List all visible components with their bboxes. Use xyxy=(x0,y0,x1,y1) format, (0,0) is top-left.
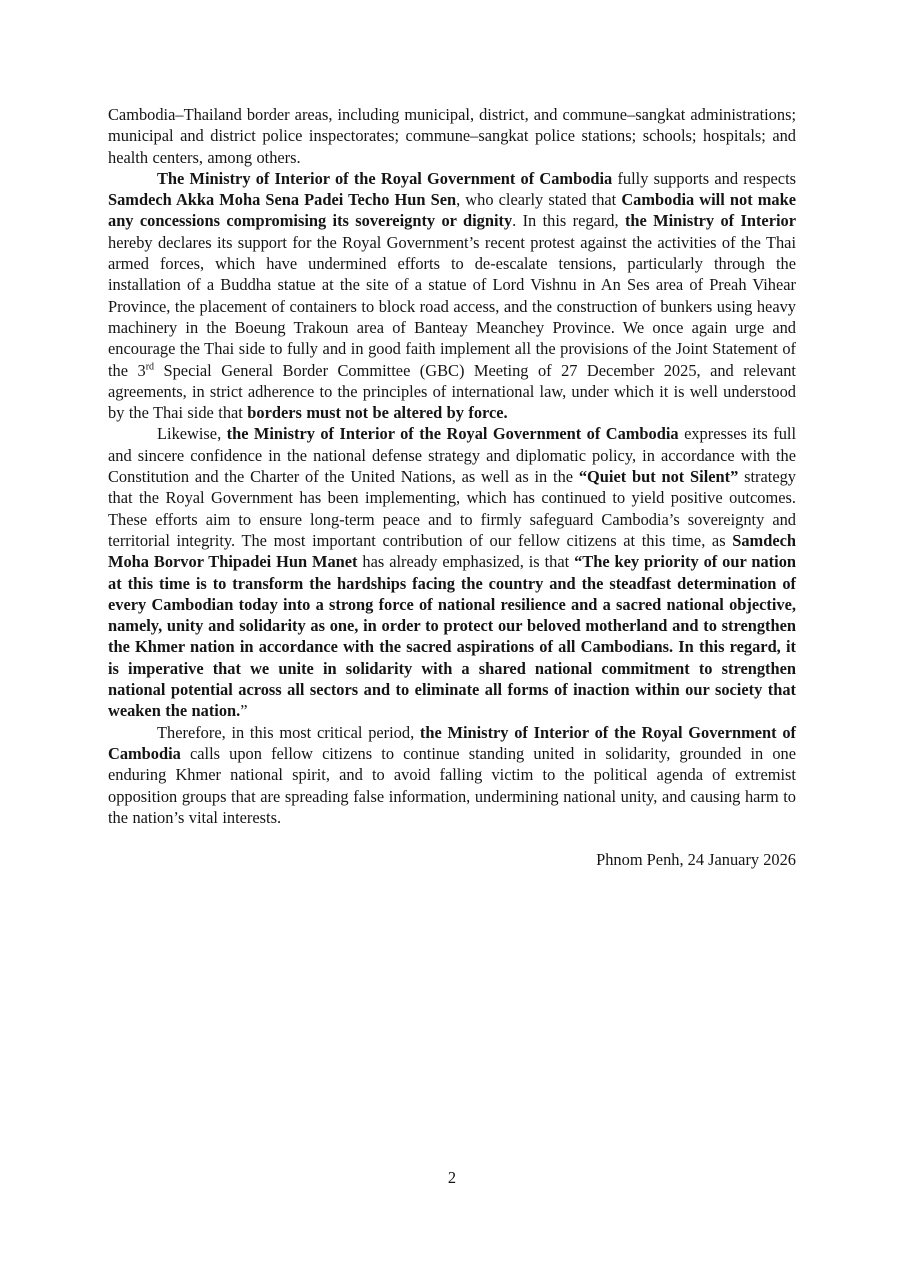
text-run: has already emphasized, is that xyxy=(357,552,575,572)
paragraph xyxy=(108,104,796,168)
text-run: “The key priority of our nation at this time is to transform the hardships facing the country and the steadfast determination of every Cambodian today into a strong force of national resilience and a sacred national objective, namely, unity and solidarity as one, in order to protect our beloved motherland and to strengthen the Khmer nation in accordance with the sacred aspirations of all Cambodians. In this regard, it is imperative that we unite in solidarity with a shared national commitment to strengthen national potential across all sectors and to eliminate all forms of inaction within our society that weaken the nation. xyxy=(108,552,797,721)
text-run: expresses its full and sincere confidence in the national defense strategy and diplomatic policy, in accordance with the Constitution and the Charter of the United Nations, as well as in the xyxy=(108,424,796,487)
document-content xyxy=(108,104,796,870)
text-run: , who clearly stated that xyxy=(456,190,622,210)
document-body xyxy=(108,104,796,828)
paragraph xyxy=(108,423,796,721)
text-run: Likewise, xyxy=(157,424,227,444)
text-run: Cambodia–Thailand border areas, including municipal, district, and commune–sangkat administrations; municipal and district police inspectorates; commune–sangkat police stations; schools; hospitals; and health centers, among others. xyxy=(108,105,796,167)
text-run: The Ministry of Interior of the Royal Government of Cambodia xyxy=(157,168,613,188)
text-run: ” xyxy=(240,701,248,721)
text-run: strategy that the Royal Government has been implementing, which has continued to yield positive outcomes. These efforts aim to ensure long-term peace and to firmly safeguard Cambodia’s sovereignty and territorial integrity. The most important contribution of our fellow citizens at this time, as xyxy=(108,467,796,550)
text-run: rd xyxy=(145,361,155,373)
text-run: Therefore, in this most critical period, xyxy=(157,722,420,742)
text-run: Samdech Moha Borvor Thipadei Hun Manet xyxy=(108,530,796,572)
paragraph xyxy=(108,168,796,424)
text-run: hereby declares its support for the Royal Government’s recent protest against the activities of the Thai armed forces, which have undermined efforts to de-escalate tensions, particularly through the installation of a Buddha statue at the site of a statue of Lord Vishnu in An Ses area of Preah Vihear Province, the placement of containers to block road access, and the construction of bunkers using heavy machinery in the Boeung Trakoun area of Banteay Meanchey Province. We once again urge and encourage the Thai side to fully and in good faith implement all the provisions of the Joint Statement of the 3 xyxy=(108,232,796,380)
text-run: the Ministry of Interior of the Royal Government of Cambodia xyxy=(108,722,796,763)
text-run: the Ministry of Interior xyxy=(624,211,797,231)
text-run: the Ministry of Interior of the Royal Government of Cambodia xyxy=(226,424,679,444)
text-run: “Quiet but not Silent” xyxy=(578,467,739,487)
paragraph xyxy=(108,722,796,828)
text-run: . In this regard, xyxy=(512,211,625,231)
text-run: fully supports and respects xyxy=(612,168,797,188)
dateline: Phnom Penh, 24 January 2026 xyxy=(596,850,796,870)
text-run: calls upon fellow citizens to continue standing united in solidarity, grounded in one enduring Khmer national spirit, and to avoid falling victim to the political agenda of extremist opposition groups that are spreading false information, undermining national unity, and causing harm to the nation’s vital interests. xyxy=(108,743,796,827)
text-run: Samdech Akka Moha Sena Padei Techo Hun Sen xyxy=(108,190,457,210)
page-number: 2 xyxy=(447,1168,457,1187)
text-run: borders must not be altered by force. xyxy=(247,403,508,423)
text-run: Special General Border Committee (GBC) Meeting of 27 December 2025, and relevant agreements, in strict adherence to the principles of international law, under which it is well understood by the Thai side that xyxy=(108,360,796,423)
text-run: Cambodia will not make any concessions compromising its sovereignty or dignity xyxy=(108,190,796,231)
